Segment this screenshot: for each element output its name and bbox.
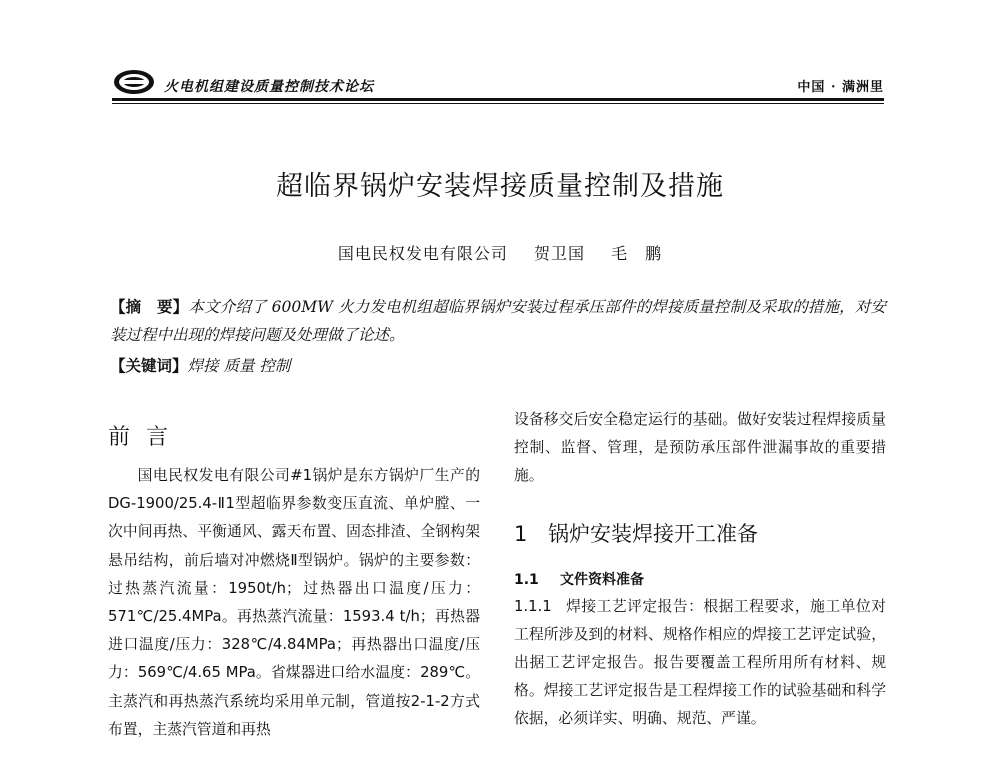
affiliation-company: 国电民权发电有限公司 [337,244,508,263]
section-title: 锅炉安装焊接开工准备 [548,521,758,546]
abstract-label: 【摘 要】 [110,297,189,316]
affiliation-line [0,241,1000,264]
conference-location: 中国 · 满洲里 [797,80,884,95]
page-header [112,66,884,102]
keywords-text: 焊接 质量 控制 [187,357,291,375]
section-1-1-heading [514,567,886,593]
subsection-title: 文件资料准备 [560,571,644,588]
header-rule-thin [112,103,884,104]
section-1-heading [514,517,886,557]
journal-logo-icon [112,68,156,96]
section-number: 1 [514,521,528,546]
item-1-1-1 [514,593,886,734]
preface-heading: 前言 [108,425,185,450]
continuation-paragraph: 设备移交后安全稳定运行的基础。做好安装过程焊接质量控制、监督、管理，是预防承压部件泄漏事故的重要措施。 [514,411,886,485]
abstract [110,293,886,349]
abstract-text: 本文介绍了 600MW 火力发电机组超临界锅炉安装过程承压部件的焊接质量控制及采取的措施，对安装过程中出现的焊接问题及处理做了论述。 [110,298,886,344]
item-number: 1.1.1 [514,597,552,615]
right-column [514,406,886,734]
header-rule [112,98,884,101]
left-column [108,422,480,744]
keywords-label: 【关键词】 [110,356,188,375]
author-name: 贺卫国 [533,244,585,263]
author-name: 毛 鹏 [611,244,663,263]
item-text: 焊接工艺评定报告：根据工程要求，施工单位对工程所涉及到的材料、规格作相应的焊接工艺评定试验，出据工艺评定报告。报告要覆盖工程所用所有材料、规格。焊接工艺评定报告是工程焊接工作的试验基础和科学依据，必须详实、明确、规范、严谨。 [514,597,886,728]
paper-title: 超临界锅炉安装焊接质量控制及措施 [276,171,724,202]
subsection-number: 1.1 [514,571,539,588]
keywords [110,352,886,380]
preface-body: 国电民权发电有限公司#1锅炉是东方锅炉厂生产的DG-1900/25.4-Ⅱ1型超临界参数变压直流、单炉膛、一次中间再热、平衡通风、露天布置、固态排渣、全钢构架悬吊结构，前后墙对冲燃烧Ⅱ型锅炉。锅炉的主要参数：过热蒸汽流量：1950t/h；过热器出口温度/压力：571℃/25.4MPa。再热蒸汽流量：1593.4 t/h；再热器进口温度/压力：328℃/4.84MPa；再热器出口温度/压力：569℃/4.65 MPa。省煤器进口给水温度：289℃。主蒸汽和再热蒸汽系统均采用单元制，管道按2-1-2方式布置，主蒸汽管道和再热 [108,467,480,738]
journal-name: 火电机组建设质量控制技术论坛 [164,79,374,95]
